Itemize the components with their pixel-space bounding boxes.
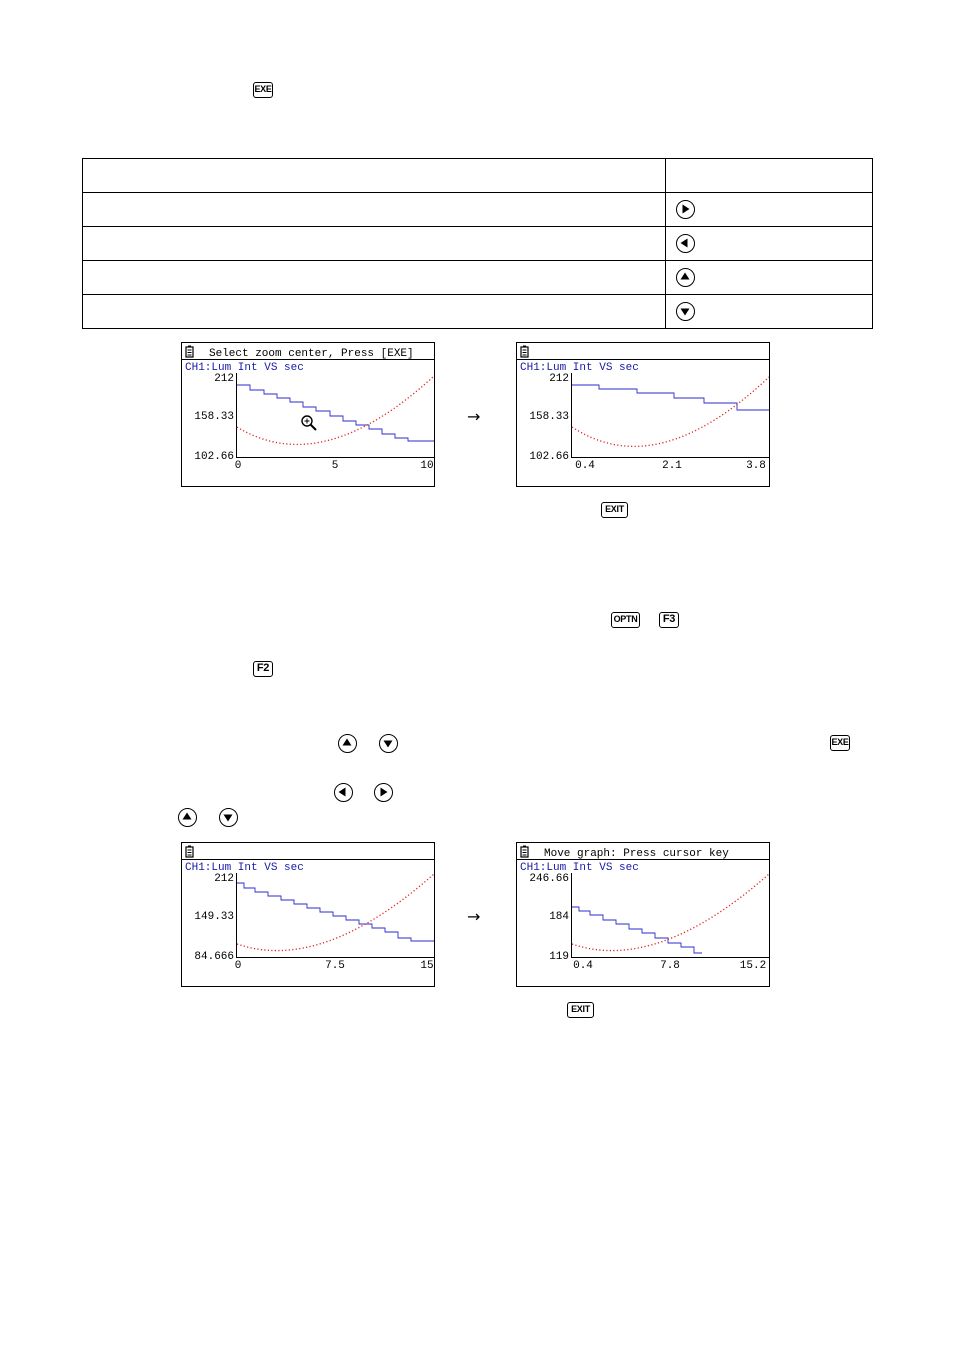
y-tick-label: 102.66 — [194, 451, 234, 463]
table-row — [83, 227, 873, 261]
graph-title: CH1:Lum Int VS sec — [185, 362, 304, 374]
cursor-key-table — [82, 158, 873, 329]
red-series-curve — [572, 874, 769, 951]
blue-series-line — [572, 907, 702, 953]
down-cursor-key-icon — [379, 734, 398, 753]
x-tick-label: 5 — [331, 460, 339, 472]
zoom-cursor-icon — [302, 416, 316, 430]
x-tick-label: 15.2 — [739, 960, 767, 972]
left-cursor-key-icon — [676, 234, 695, 253]
red-series-curve — [572, 377, 769, 446]
table-row — [83, 261, 873, 295]
x-tick-label: 15 — [420, 960, 434, 972]
f2-key-icon: F2 — [253, 661, 273, 677]
right-cursor-key-icon — [676, 200, 695, 219]
status-text: Select zoom center, Press [EXE] — [209, 348, 414, 360]
x-tick-label: 7.8 — [660, 960, 680, 972]
right-cursor-key-icon — [374, 783, 393, 802]
y-tick-label: 246.66 — [529, 873, 569, 885]
red-series-curve — [237, 874, 434, 951]
x-tick-label: 0.4 — [573, 960, 593, 972]
blue-series-line — [237, 385, 434, 441]
battery-icon — [186, 846, 193, 858]
table-header-row — [83, 159, 873, 193]
x-tick-label: 0 — [234, 460, 242, 472]
f3-key-icon: F3 — [659, 612, 679, 628]
move-before-screen — [181, 842, 435, 987]
graph-title: CH1:Lum Int VS sec — [185, 862, 304, 874]
y-tick-label: 184 — [549, 911, 569, 923]
up-cursor-key-icon — [338, 734, 357, 753]
left-cursor-key-icon — [334, 783, 353, 802]
x-tick-label: 3.8 — [746, 460, 766, 472]
y-tick-label: 212 — [214, 373, 234, 385]
zoom-after-screen — [516, 342, 770, 487]
zoom-before-screen — [181, 342, 435, 487]
y-tick-label: 102.66 — [529, 451, 569, 463]
blue-series-line — [572, 385, 769, 410]
optn-key-icon: OPTN — [611, 612, 640, 628]
y-tick-label: 212 — [549, 373, 569, 385]
y-tick-label: 84.666 — [194, 951, 234, 963]
y-tick-label: 149.33 — [194, 911, 234, 923]
battery-icon — [186, 346, 193, 358]
exit-key-icon: EXIT — [601, 502, 628, 518]
graph-title: CH1:Lum Int VS sec — [520, 862, 639, 874]
exit-key-icon: EXIT — [567, 1002, 594, 1018]
y-tick-label: 119 — [549, 951, 569, 963]
table-row — [83, 295, 873, 329]
x-tick-label: 0 — [234, 960, 242, 972]
transition-arrow: → — [467, 907, 481, 926]
table-row — [83, 193, 873, 227]
y-tick-label: 158.33 — [529, 411, 569, 423]
up-cursor-key-icon — [178, 808, 197, 827]
down-cursor-key-icon — [676, 302, 695, 321]
status-text: Move graph: Press cursor key — [544, 848, 729, 860]
battery-icon — [521, 346, 528, 358]
x-tick-label: 0.4 — [575, 460, 595, 472]
graph-title: CH1:Lum Int VS sec — [520, 362, 639, 374]
x-tick-label: 7.5 — [325, 960, 345, 972]
blue-series-line — [237, 883, 434, 941]
down-cursor-key-icon — [219, 808, 238, 827]
exe-key-icon: EXE — [253, 82, 273, 98]
up-cursor-key-icon — [676, 268, 695, 287]
red-series-curve — [237, 376, 434, 444]
exe-key-icon: EXE — [830, 735, 850, 751]
x-tick-label: 10 — [420, 460, 434, 472]
y-tick-label: 212 — [214, 873, 234, 885]
x-tick-label: 2.1 — [662, 460, 682, 472]
move-after-screen — [516, 842, 770, 987]
y-tick-label: 158.33 — [194, 411, 234, 423]
battery-icon — [521, 846, 528, 858]
transition-arrow: → — [467, 407, 481, 426]
